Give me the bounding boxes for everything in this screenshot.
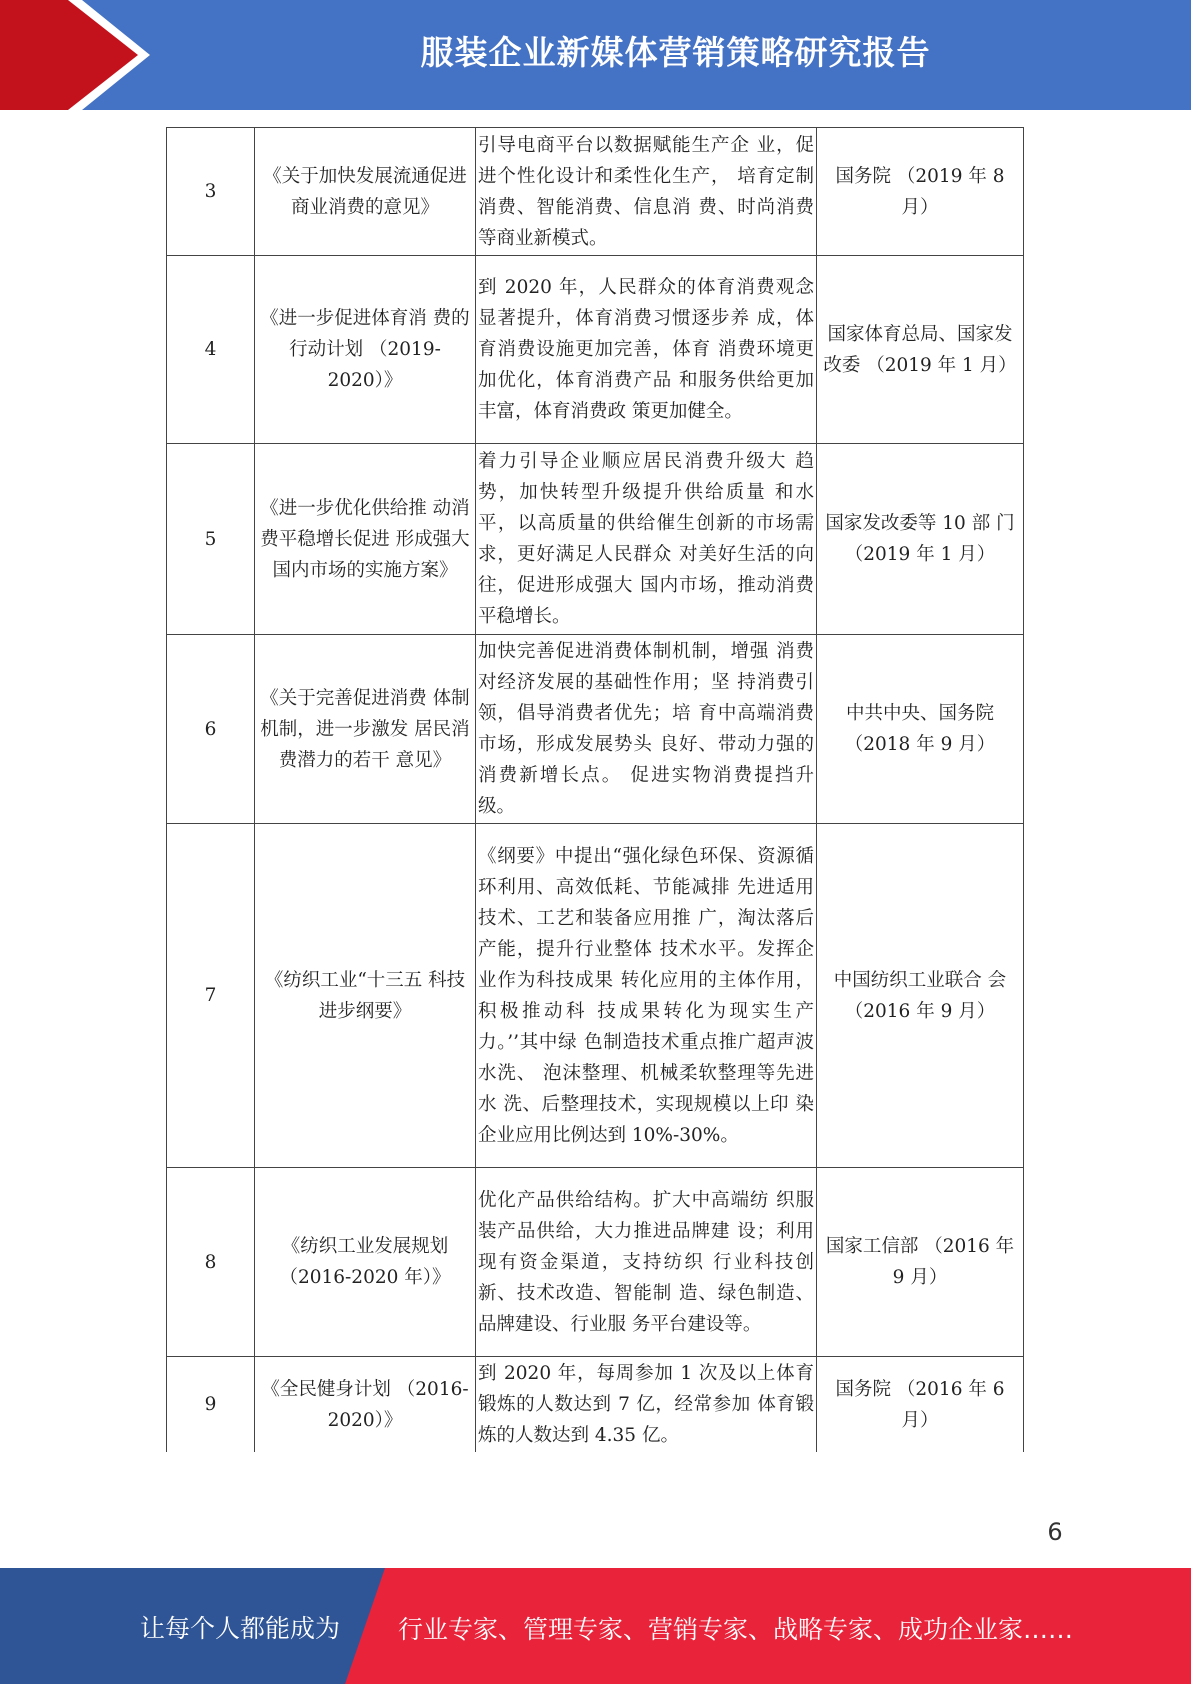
row-number: 9: [167, 1357, 255, 1453]
policy-issuer: 国务院 （2016 年 6 月）: [817, 1357, 1024, 1453]
row-number: 8: [167, 1168, 255, 1357]
row-number: 4: [167, 256, 255, 444]
policy-content: 引导电商平台以数据赋能生产企 业，促进个性化设计和柔性化生产， 培育定制消费、智能消费、信息消 费、时尚消费等商业新模式。: [476, 128, 817, 256]
page-footer: [0, 1568, 1191, 1684]
policy-issuer: 中共中央、国务院 （2018 年 9 月）: [817, 635, 1024, 824]
policy-issuer: 国务院 （2019 年 8 月）: [817, 128, 1024, 256]
policy-name: 《纺织工业发展规划 （2016-2020 年）》: [255, 1168, 476, 1357]
table-row: [167, 444, 1024, 635]
policy-content: 优化产品供给结构。扩大中高端纺 织服装产品供给，大力推进品牌建 设；利用现有资金渠道，支持纺织 行业科技创新、技术改造、智能制 造、绿色制造、品牌建设、行业服 务平台建设等。: [476, 1168, 817, 1357]
row-number: 5: [167, 444, 255, 635]
policy-table: [166, 127, 1024, 1452]
policy-content: 着力引导企业顺应居民消费升级大 趋势，加快转型升级提升供给质量 和水平，以高质量的供给催生创新的市场需求，更好满足人民群众 对美好生活的向往，促进形成强大 国内市场，推动消费平稳增长。: [476, 444, 817, 635]
policy-issuer: 国家体育总局、国家发改委 （2019 年 1 月）: [817, 256, 1024, 444]
policy-content: 到 2020 年，人民群众的体育消费观念显著提升，体育消费习惯逐步养 成，体育消费设施更加完善，体育 消费环境更加优化，体育消费产品 和服务供给更加丰富，体育消费政 策更加健全。: [476, 256, 817, 444]
policy-issuer: 中国纺织工业联合 会 （2016 年 9 月）: [817, 824, 1024, 1168]
policy-content: 加快完善促进消费体制机制，增强 消费对经济发展的基础性作用；坚 持消费引领，倡导消费者优先；培 育中高端消费市场，形成发展势头 良好、带动力强的消费新增长点。 促进实物消费提挡升级。: [476, 635, 817, 824]
policy-content: 《纲要》中提出“强化绿色环保、资源循环利用、高效低耗、节能减排 先进适用技术、工艺和装备应用推 广，淘汰落后产能，提升行业整体 技术水平。发挥企业作为科技成果 转化应用的主体作用，积极推动科 技成果转化为现实生产力。’’其中绿 色制造技术重点推广超声波水洗、 泡沫整理、机械柔软整理等先进水 洗、后整理技术，实现规模以上印 染企业应用比例达到 10%-30%。: [476, 824, 817, 1168]
row-number: 7: [167, 824, 255, 1168]
table-row: [167, 1357, 1024, 1453]
policy-issuer: 国家发改委等 10 部 门 （2019 年 1 月）: [817, 444, 1024, 635]
footer-slogan-left: 让每个人都能成为: [140, 1614, 341, 1643]
table-row: [167, 824, 1024, 1168]
table-row: [167, 128, 1024, 256]
row-number: 3: [167, 128, 255, 256]
footer-slogan-right: 行业专家、管理专家、营销专家、战略专家、成功企业家……: [398, 1615, 1074, 1644]
policy-issuer: 国家工信部 （2016 年 9 月）: [817, 1168, 1024, 1357]
table-row: [167, 1168, 1024, 1357]
policy-name: 《进一步促进体育消 费的行动计划 （2019-2020）》: [255, 256, 476, 444]
header-chevron-icon: [0, 0, 138, 110]
page-header: [0, 0, 1191, 110]
policy-name: 《纺织工业“十三五 科技进步纲要》: [255, 824, 476, 1168]
policy-content: 到 2020 年，每周参加 1 次及以上体育锻炼的人数达到 7 亿，经常参加 体育锻炼的人数达到 4.35 亿。: [476, 1357, 817, 1453]
table-row: [167, 635, 1024, 824]
page-title: 服装企业新媒体营销策略研究报告: [420, 33, 931, 72]
table-row: [167, 256, 1024, 444]
policy-name: 《关于完善促进消费 体制机制，进一步激发 居民消费潜力的若干 意见》: [255, 635, 476, 824]
policy-name: 《进一步优化供给推 动消费平稳增长促进 形成强大国内市场的实施方案》: [255, 444, 476, 635]
policy-name: 《关于加快发展流通促进商业消费的意见》: [255, 128, 476, 256]
page-number: 6: [1047, 1518, 1063, 1546]
row-number: 6: [167, 635, 255, 824]
policy-name: 《全民健身计划 （2016-2020）》: [255, 1357, 476, 1453]
